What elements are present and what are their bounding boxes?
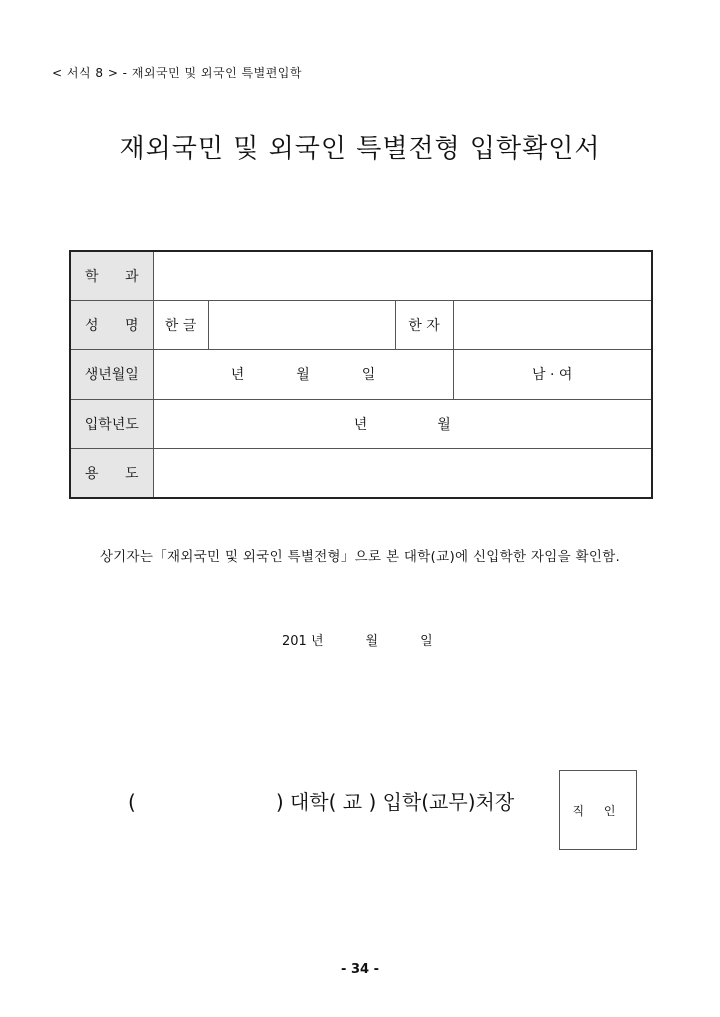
- department-value-cell[interactable]: [153, 251, 652, 301]
- issue-date: [282, 630, 433, 649]
- info-table: [69, 250, 653, 499]
- birth-day-label: 일: [361, 367, 376, 384]
- hanja-name-value-cell[interactable]: [453, 301, 652, 350]
- birth-year-label: 년: [230, 367, 245, 384]
- table-row-admission: [70, 399, 652, 448]
- table-row-department: [70, 251, 652, 301]
- form-label: < 서식 8 > - 재외국민 및 외국인 특별편입학: [52, 66, 302, 80]
- gender-cell[interactable]: 남 · 여: [453, 350, 652, 399]
- purpose-label-cell: [70, 448, 153, 498]
- signature-title: ) 대학( 교 ) 입학(교무)처장: [275, 790, 515, 814]
- page-number: - 34 -: [341, 962, 379, 977]
- admission-value-cell[interactable]: [153, 399, 652, 448]
- date-day: 일: [420, 634, 433, 649]
- table-row-birth: [70, 350, 652, 399]
- birth-value-cell[interactable]: [153, 350, 453, 399]
- korean-name-value-cell[interactable]: [208, 301, 395, 350]
- admission-year-label: 년: [353, 416, 368, 433]
- department-label-cell: [70, 251, 153, 301]
- signature-line: [128, 786, 514, 815]
- hanja-label-cell: 한 자: [395, 301, 453, 350]
- signature-open-paren: (: [128, 790, 136, 814]
- document-title: 재외국민 및 외국인 특별전형 입학확인서: [119, 134, 601, 164]
- admission-label-cell: 입학년도: [70, 399, 153, 448]
- name-label: 성 명: [85, 318, 139, 335]
- confirmation-statement: 상기자는「재외국민 및 외국인 특별전형」으로 본 대학(교)에 신입학한 자임을 확인함.: [99, 549, 621, 565]
- date-month: 월: [365, 634, 379, 649]
- official-seal-box: 직 인: [559, 770, 637, 850]
- date-year: 201 년: [282, 634, 324, 649]
- department-label: 학 과: [85, 269, 139, 286]
- admission-month-label: 월: [437, 416, 451, 433]
- purpose-label: 용 도: [85, 465, 139, 482]
- birth-month-label: 월: [296, 367, 310, 384]
- birth-label-cell: 생년월일: [70, 350, 153, 399]
- table-row-purpose: [70, 448, 652, 498]
- korean-label-cell: 한 글: [153, 301, 208, 350]
- name-label-cell: [70, 301, 153, 350]
- purpose-value-cell[interactable]: [153, 448, 652, 498]
- table-row-name: [70, 301, 652, 350]
